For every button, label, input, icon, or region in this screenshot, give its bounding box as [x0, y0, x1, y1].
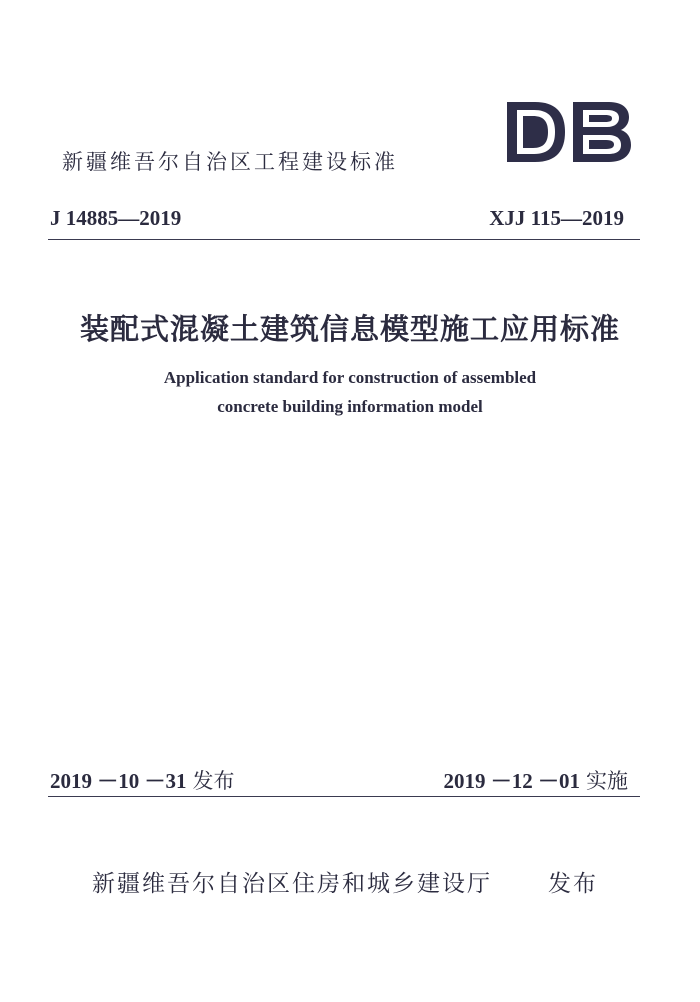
- j-code: J 14885—2019: [50, 206, 182, 230]
- publisher-name: 新疆维吾尔自治区住房和城乡建设厅: [92, 871, 492, 897]
- standard-category: 新疆维吾尔自治区工程建设标准: [62, 150, 398, 174]
- xjj-code: XJJ 115—2019: [489, 206, 624, 230]
- issue-label: 发布: [192, 769, 235, 793]
- issue-date: 2019 －10 －31: [50, 769, 187, 793]
- standard-title-en-line-1: Application standard for construction of assembled: [163, 368, 537, 387]
- effective-date-block: [444, 765, 629, 795]
- standard-title-zh: 装配式混凝土建筑信息模型施工应用标准: [79, 312, 620, 346]
- issue-date-block: [50, 765, 235, 795]
- publisher-action: 发布: [548, 871, 598, 897]
- effective-date: 2019 －12 －01: [443, 769, 580, 793]
- effective-label: 实施: [586, 769, 628, 793]
- top-divider: [48, 239, 640, 240]
- bottom-divider: [48, 796, 640, 797]
- db-logo: [505, 100, 633, 164]
- standard-title-en-line-2: concrete building information model: [217, 397, 483, 416]
